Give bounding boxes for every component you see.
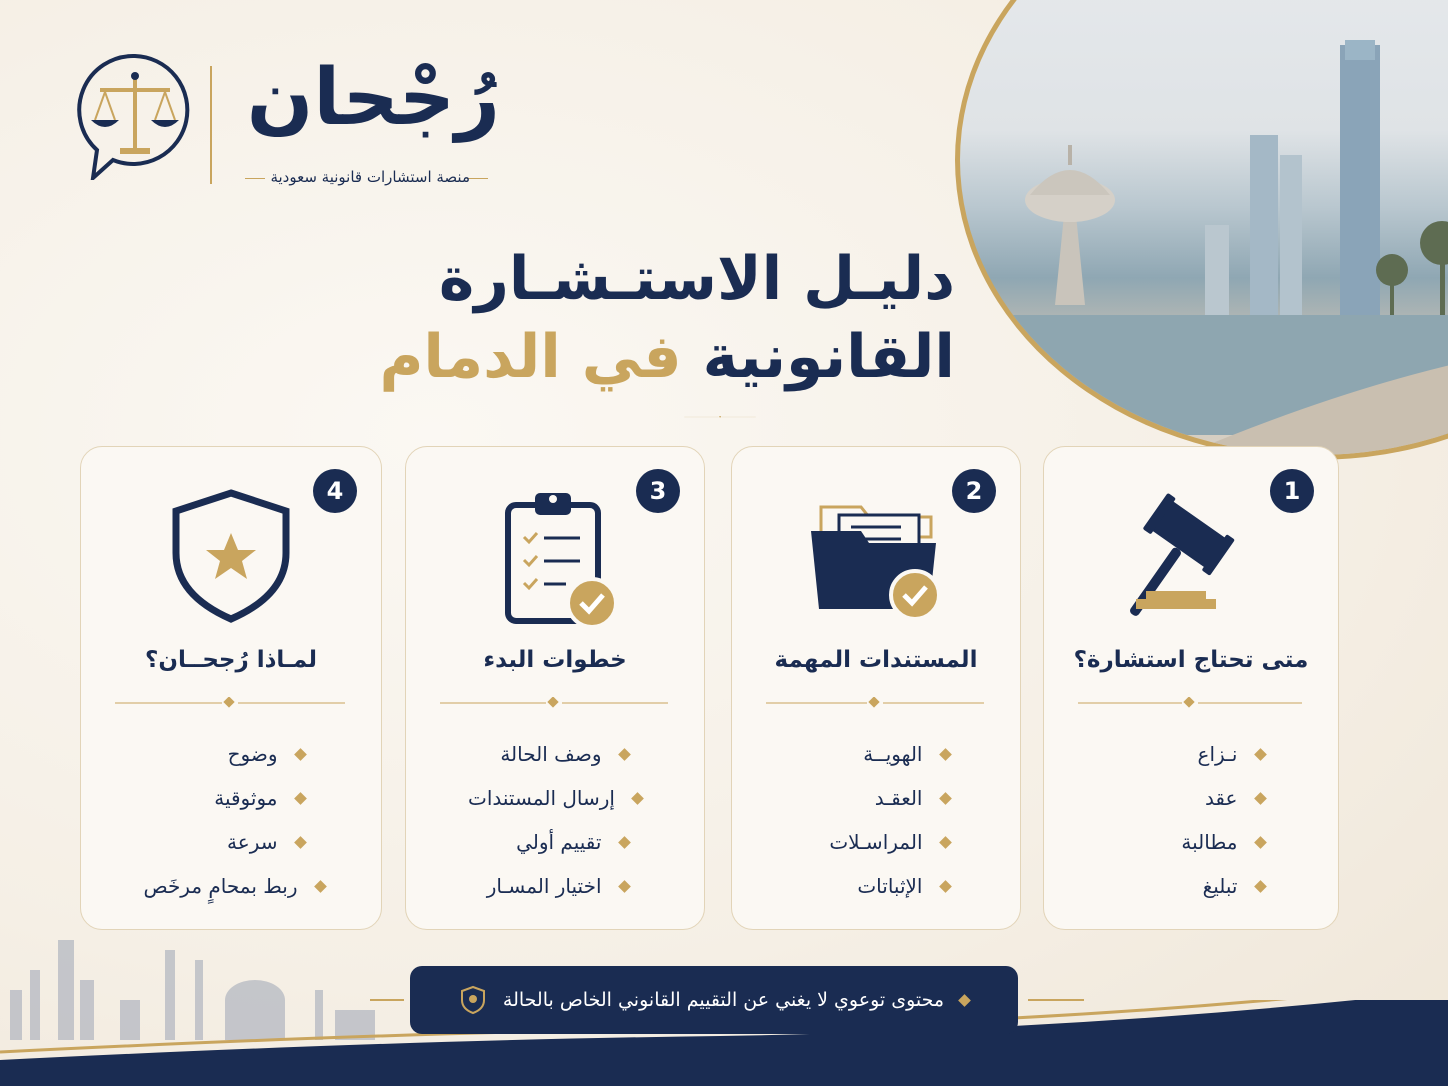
shield-star-icon	[156, 487, 306, 627]
title-line-1: دليـل الاستـشـارة	[438, 244, 955, 314]
card-title: المستندات المهمة	[774, 647, 978, 673]
diamond-bullet-icon	[294, 836, 307, 849]
diamond-bullet-icon	[618, 836, 631, 849]
card-number-badge: 4	[313, 469, 357, 513]
brand-name: رُجْحان	[246, 53, 500, 143]
brand-logo	[70, 48, 500, 198]
card-separator	[1078, 697, 1302, 709]
brand-tagline: منصة استشارات قانونية سعودية	[270, 168, 470, 186]
dammam-city-photo	[955, 0, 1448, 460]
card-list	[732, 732, 1020, 908]
card-separator	[440, 697, 668, 709]
diamond-bullet-icon	[314, 880, 327, 893]
card-title: لمـاذا رُجحــان؟	[145, 647, 317, 673]
diamond-bullet-icon	[618, 880, 631, 893]
card-number-badge: 3	[636, 469, 680, 513]
scales-of-justice-icon	[75, 50, 195, 180]
diamond-bullet-icon	[294, 792, 307, 805]
notice-line-right	[1028, 999, 1084, 1001]
tagline-line-right	[468, 178, 488, 179]
list-item: إرسال المستندات	[406, 776, 704, 820]
card-when-consult	[1043, 446, 1339, 930]
card-title: خطوات البدء	[483, 647, 627, 673]
title-line-2-main: القانونية	[702, 322, 955, 392]
diamond-bullet-icon	[1254, 792, 1267, 805]
disclaimer-banner	[410, 966, 1018, 1034]
list-item: العقـد	[732, 776, 1020, 820]
diamond-bullet-icon	[294, 748, 307, 761]
clipboard-check-icon	[480, 487, 630, 627]
notice-line-left	[370, 999, 404, 1001]
diamond-bullet-icon	[958, 994, 971, 1007]
page-title	[379, 240, 955, 396]
card-getting-started	[405, 446, 705, 930]
list-item: وصف الحالة	[406, 732, 704, 776]
list-item: تقييم أولي	[406, 820, 704, 864]
diamond-bullet-icon	[1254, 748, 1267, 761]
list-item: الهويــة	[732, 732, 1020, 776]
list-item: اختيار المسـار	[406, 864, 704, 908]
card-separator	[766, 697, 984, 709]
list-item: ربط بمحامٍ مرخَص	[81, 864, 381, 908]
diamond-bullet-icon	[1254, 836, 1267, 849]
card-number-badge: 2	[952, 469, 996, 513]
title-line-2	[379, 318, 955, 396]
logo-divider	[210, 66, 212, 184]
list-item: مطالبة	[1044, 820, 1338, 864]
card-list	[406, 732, 704, 908]
list-item: وضوح	[81, 732, 381, 776]
card-separator	[115, 697, 345, 709]
gavel-icon	[1116, 487, 1266, 627]
list-item: نـزاع	[1044, 732, 1338, 776]
card-important-documents	[731, 446, 1021, 930]
list-item: تبليغ	[1044, 864, 1338, 908]
shield-emblem-icon	[459, 985, 487, 1015]
diamond-bullet-icon	[939, 836, 952, 849]
list-item: موثوقية	[81, 776, 381, 820]
tagline-line-left	[245, 178, 265, 179]
diamond-bullet-icon	[1254, 880, 1267, 893]
card-number-badge: 1	[1270, 469, 1314, 513]
diamond-bullet-icon	[939, 792, 952, 805]
diamond-bullet-icon	[631, 792, 644, 805]
title-divider	[470, 416, 970, 418]
card-list	[1044, 732, 1338, 908]
card-title: متى تحتاج استشارة؟	[1073, 647, 1309, 673]
title-line-2-gold: في الدمام	[379, 322, 682, 392]
list-item: عقد	[1044, 776, 1338, 820]
list-item: سرعة	[81, 820, 381, 864]
list-item: المراسـلات	[732, 820, 1020, 864]
diamond-bullet-icon	[939, 880, 952, 893]
folder-check-icon	[801, 487, 951, 627]
card-list	[81, 732, 381, 908]
list-item: الإثباتات	[732, 864, 1020, 908]
disclaimer-text: محتوى توعوي لا يغني عن التقييم القانوني الخاص بالحالة	[502, 989, 945, 1011]
card-why-rujhan	[80, 446, 382, 930]
diamond-bullet-icon	[939, 748, 952, 761]
diamond-bullet-icon	[618, 748, 631, 761]
